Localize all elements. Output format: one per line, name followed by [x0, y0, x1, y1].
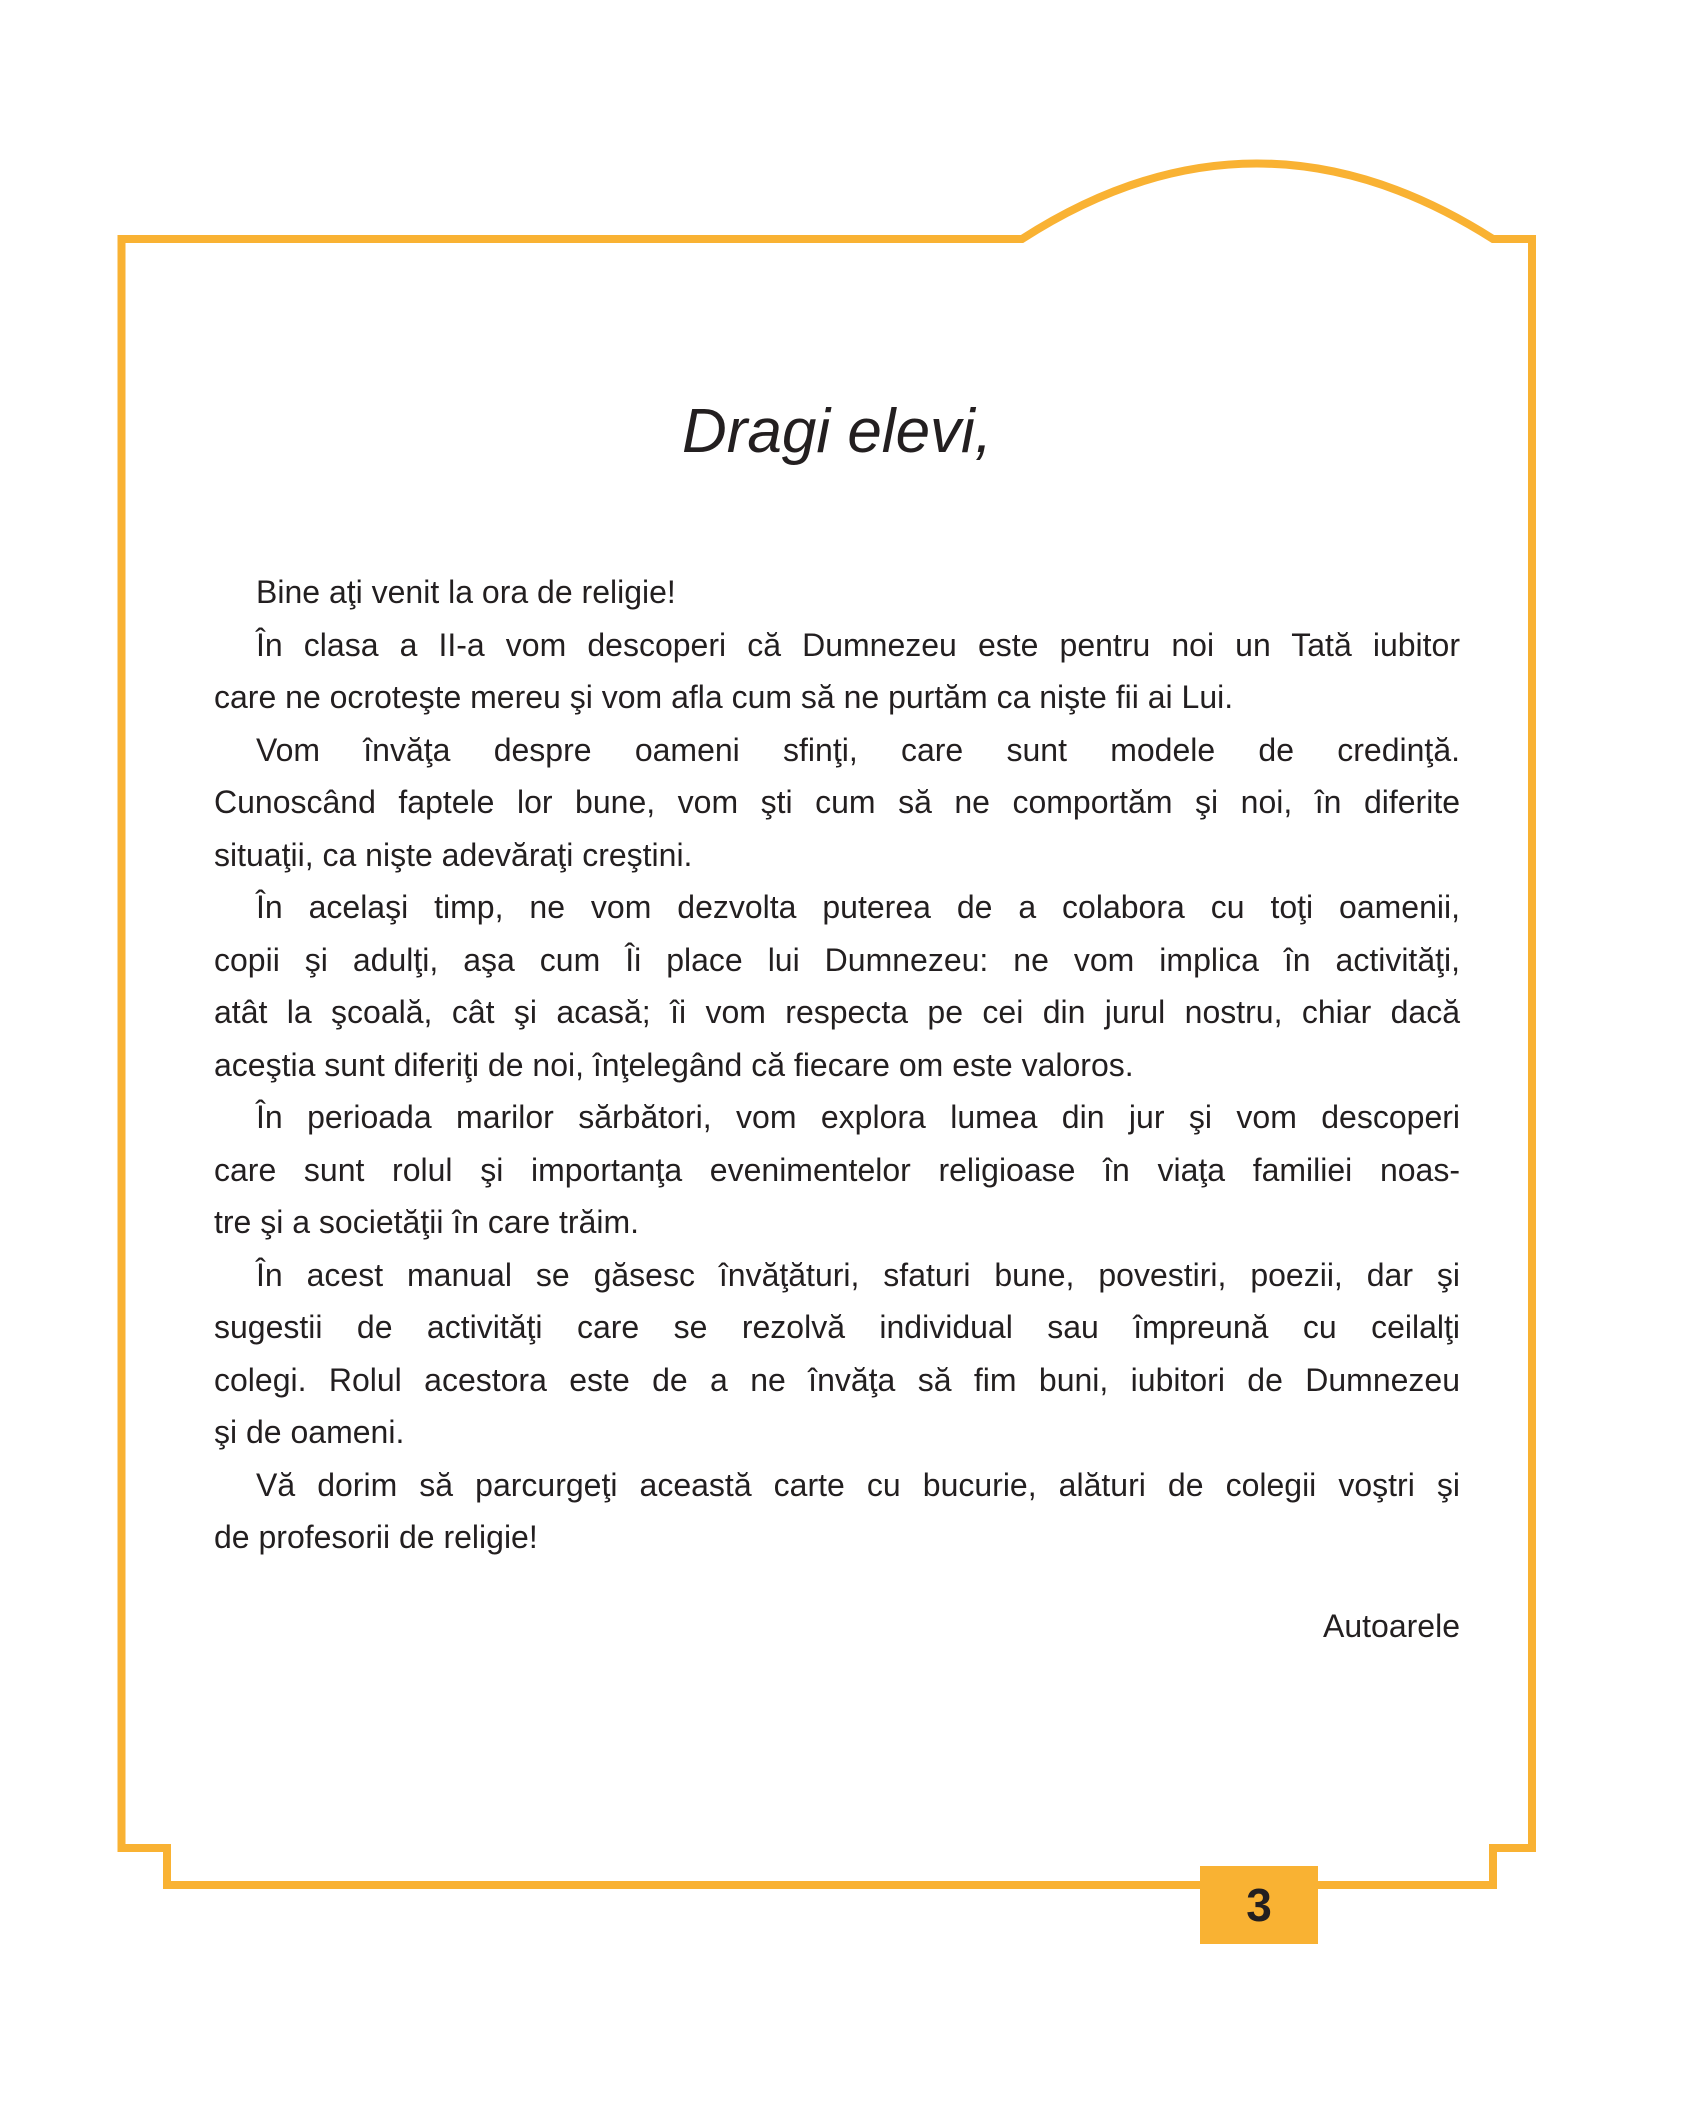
page-number-box [1200, 1866, 1318, 1944]
text-line: şi de oameni. [214, 1414, 405, 1450]
text-line: sugestii de activităţi care se rezolvă individual sau împreună cu ceilalţi [214, 1309, 1460, 1345]
page-number: 3 [1246, 1879, 1272, 1931]
body-text [214, 566, 1460, 1564]
text-line: Cunoscând faptele lor bune, vom şti cum să ne comportăm şi noi, în diferite [214, 784, 1460, 820]
text-line: Bine aţi venit la ora de religie! [256, 574, 676, 610]
text-line: aceştia sunt diferiţi de noi, înţelegând că fiecare om este valoros. [214, 1046, 1134, 1083]
text-line: situaţii, ca nişte adevăraţi creştini. [214, 836, 693, 873]
text-line: care ne ocroteşte mereu şi vom afla cum să ne purtăm ca nişte fii ai Lui. [214, 679, 1234, 715]
text-line: tre şi a societăţii în care trăim. [214, 1204, 640, 1240]
text-line: de profesorii de religie! [214, 1519, 538, 1555]
text-line: În clasa a II-a vom descoperi că Dumnezeu este pentru noi un Tată iubitor [256, 626, 1460, 663]
text-line: În perioada marilor sărbători, vom explora lumea din jur şi vom descoperi [256, 1099, 1460, 1135]
text-line: care sunt rolul şi importanţa evenimentelor religioase în viaţa familiei noas- [214, 1151, 1460, 1188]
text-line: Vă dorim să parcurgeţi această carte cu bucurie, alături de colegii voştri şi [256, 1466, 1460, 1503]
text-line: copii şi adulţi, aşa cum Îi place lui Dumnezeu: ne vom implica în activităţi, [214, 941, 1460, 978]
signature: Autoarele [1323, 1608, 1460, 1644]
text-line: atât la şcoală, cât şi acasă; îi vom respecta pe cei din jurul nostru, chiar dacă [214, 994, 1460, 1030]
text-line: În acest manual se găsesc învăţături, sfaturi bune, povestiri, poezii, dar şi [256, 1256, 1460, 1293]
text-line: colegi. Rolul acestora este de a ne învăţa să fim buni, iubitori de Dumnezeu [214, 1361, 1460, 1398]
page-title: Dragi elevi, [681, 397, 993, 466]
text-line: Vom învăţa despre oameni sfinţi, care sunt modele de credinţă. [256, 731, 1460, 768]
text-line: În acelaşi timp, ne vom dezvolta puterea de a colabora cu toţi oamenii, [256, 889, 1460, 925]
